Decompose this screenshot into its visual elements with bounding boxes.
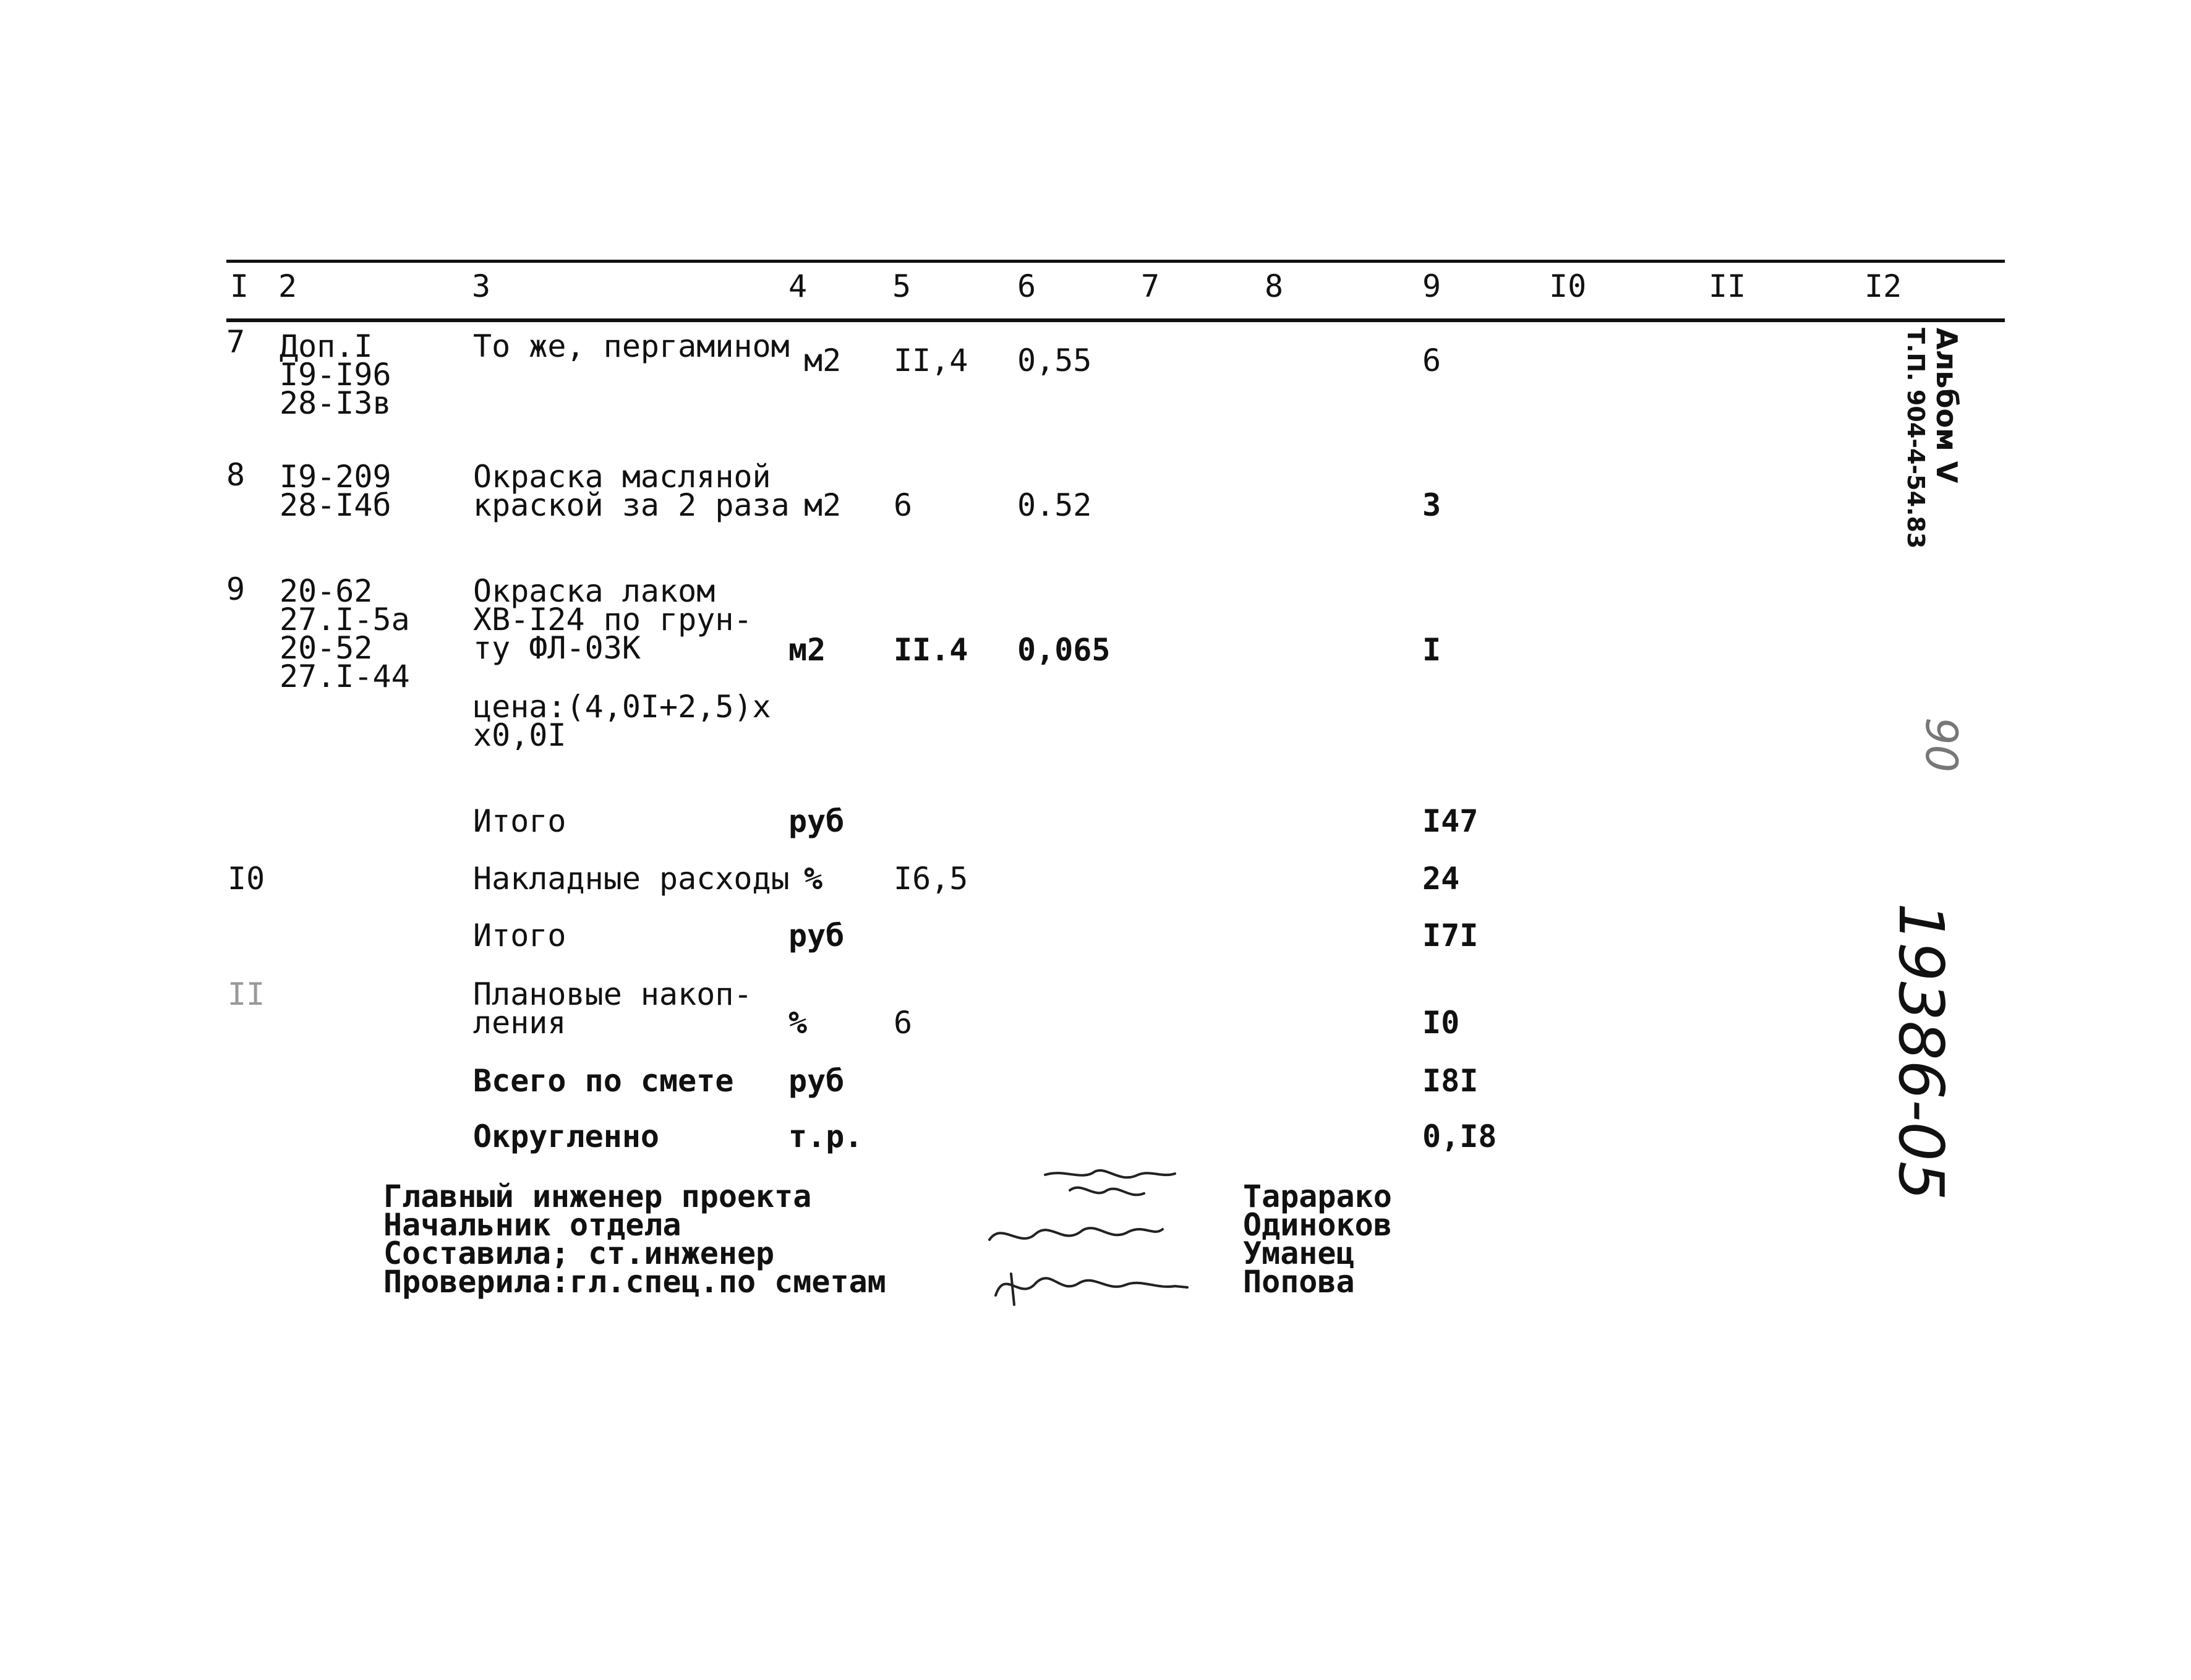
header-col-6: 6 [1017, 268, 1036, 304]
row-name: ту ФЛ-03К [473, 630, 641, 666]
summary-unit: руб [788, 918, 845, 953]
row-code: Доп.I [280, 328, 373, 364]
header-col-12: I2 [1864, 268, 1902, 304]
row-quantity: 6 [894, 487, 913, 523]
row-total: 6 [1422, 343, 1441, 378]
summary-label: Итого [473, 803, 566, 839]
summary-total: I0 [1422, 1005, 1460, 1041]
row-code: 28-I3в [280, 385, 391, 421]
row-total: I [1422, 632, 1441, 668]
signature-role: Главный инженер проекта [383, 1179, 812, 1214]
row-code: 27.I-44 [280, 659, 410, 694]
summary-label: Накладные расходы [473, 861, 790, 897]
header-col-7: 7 [1141, 268, 1160, 304]
top-rule [226, 260, 2005, 263]
handwritten-signatures [977, 1162, 1224, 1317]
signature-name: Тарарако [1243, 1179, 1392, 1214]
row-quantity: II.4 [894, 632, 968, 668]
margin-page-number: 90 [1916, 717, 1967, 773]
signature-name: Одинoков [1243, 1207, 1392, 1243]
signature-role: Начальник отдела [383, 1207, 681, 1243]
summary-number: I0 [228, 861, 265, 897]
header-col-1: I [230, 268, 249, 304]
row-name: Окраска лаком [473, 573, 715, 609]
header-col-10: I0 [1549, 268, 1587, 304]
row-price: 0.52 [1017, 487, 1092, 523]
margin-project-label: Т.П. 904-4-54.83 [1902, 328, 1929, 549]
summary-quantity: 6 [894, 1005, 913, 1041]
row-note: х0,0I [473, 717, 566, 753]
summary-label: Плановые накоп- [473, 976, 753, 1012]
summary-total: I8I [1422, 1063, 1479, 1099]
row-unit: м2 [804, 343, 842, 378]
summary-unit: % [788, 1005, 808, 1041]
header-col-8: 8 [1265, 268, 1284, 304]
signature-role: Составила; ст.инженер [383, 1235, 775, 1271]
row-name: краской за 2 раза [473, 487, 790, 523]
summary-total: I47 [1422, 803, 1479, 839]
summary-unit: % [804, 861, 823, 897]
summary-quantity: I6,5 [894, 861, 968, 897]
row-total: 3 [1422, 487, 1441, 523]
header-col-11: II [1709, 268, 1746, 304]
header-col-3: 3 [472, 268, 491, 304]
row-name: Окраска масляной [473, 459, 771, 495]
row-price: 0,55 [1017, 343, 1092, 378]
row-number: 9 [226, 571, 246, 607]
summary-label: Всего по смете [473, 1063, 734, 1099]
summary-label: Округленно [473, 1119, 660, 1154]
row-code: 27.I-5а [280, 602, 410, 637]
row-number: 7 [226, 324, 246, 360]
row-code: 20-52 [280, 630, 373, 666]
header-rule [226, 318, 2005, 322]
header-col-2: 2 [278, 268, 297, 304]
row-price: 0,065 [1017, 632, 1111, 668]
row-number: 8 [226, 457, 246, 493]
margin-album-label: Альбом V [1930, 328, 1963, 484]
row-code: 28-I4б [280, 487, 391, 523]
row-code: 20-62 [280, 573, 373, 609]
margin-document-number: 19386-05 [1885, 903, 1957, 1201]
summary-number: II [228, 976, 265, 1012]
header-col-5: 5 [892, 268, 912, 304]
signature-name: Попова [1243, 1264, 1355, 1300]
summary-unit: т.р. [788, 1119, 863, 1154]
summary-label: ления [473, 1005, 566, 1041]
signature-role: Проверила:гл.спец.по сметам [383, 1264, 886, 1300]
row-name: ХВ-I24 по грун- [473, 602, 753, 637]
header-col-4: 4 [788, 268, 808, 304]
row-unit: м2 [788, 632, 826, 668]
row-unit: м2 [804, 487, 842, 523]
summary-total: 24 [1422, 861, 1460, 897]
row-code: I9-209 [280, 459, 391, 495]
row-quantity: II,4 [894, 343, 968, 378]
signature-name: Уманец [1243, 1235, 1355, 1271]
row-note: цена:(4,0I+2,5)х [473, 689, 771, 725]
header-col-9: 9 [1422, 268, 1441, 304]
summary-unit: руб [788, 803, 845, 839]
summary-total: I7I [1422, 918, 1479, 953]
summary-unit: руб [788, 1063, 845, 1099]
summary-label: Итого [473, 918, 566, 953]
row-code: I9-I96 [280, 357, 391, 393]
row-name: То же, пергамином [473, 328, 790, 364]
summary-total: 0,I8 [1422, 1119, 1497, 1154]
